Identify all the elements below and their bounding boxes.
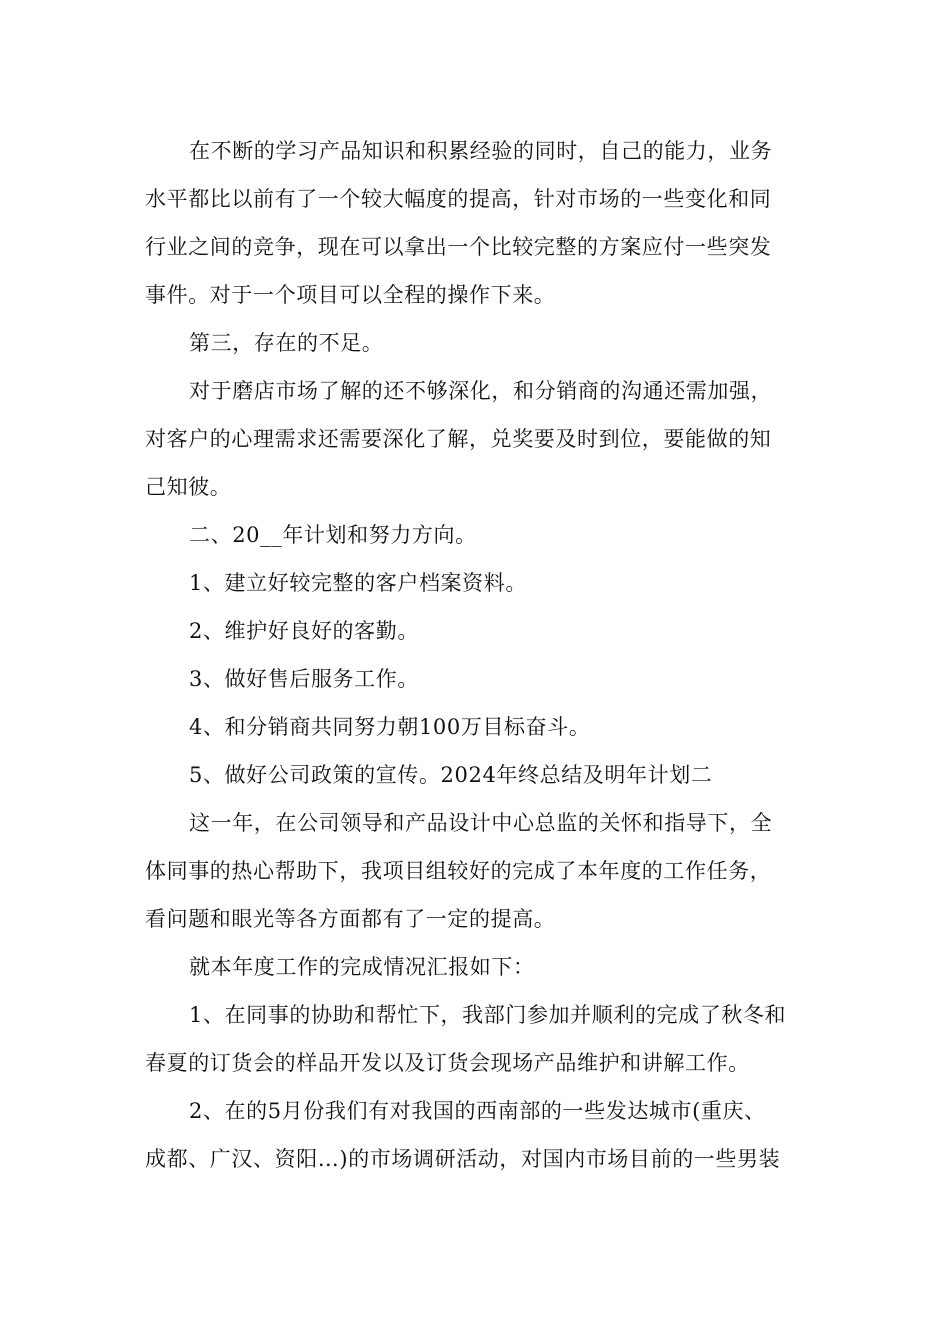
section-heading: 第三，存在的不足。: [189, 331, 384, 355]
list-item: 2、维护好良好的客勤。: [189, 619, 419, 643]
document-body: [145, 127, 810, 1183]
list-item: 4、和分销商共同努力朝100万目标奋斗。: [189, 715, 591, 739]
section-heading: 二、20__年计划和努力方向。: [189, 523, 477, 547]
text-line: 春夏的订货会的样品开发以及订货会现场产品维护和讲解工作。: [145, 1051, 750, 1075]
text-line: 己知彼。: [145, 475, 232, 499]
list-item: 5、做好公司政策的宣传。2024年终总结及明年计划二: [189, 763, 713, 787]
text-line: 事件。对于一个项目可以全程的操作下来。: [145, 283, 556, 307]
list-item: 1、在同事的协助和帮忙下，我部门参加并顺利的完成了秋冬和: [189, 1003, 787, 1027]
text-line: 就本年度工作的完成情况汇报如下：: [189, 955, 535, 979]
list-item: 3、做好售后服务工作。: [189, 667, 419, 691]
text-line: 对客户的心理需求还需要深化了解，兑奖要及时到位，要能做的知: [145, 427, 772, 451]
text-line: 水平都比以前有了一个较大幅度的提高，针对市场的一些变化和同: [145, 187, 772, 211]
text-line: 对于磨店市场了解的还不够深化，和分销商的沟通还需加强，: [189, 379, 773, 403]
text-line: 看问题和眼光等各方面都有了一定的提高。: [145, 907, 556, 931]
text-line: 行业之间的竞争，现在可以拿出一个比较完整的方案应付一些突发: [145, 235, 772, 259]
text-line: 这一年，在公司领导和产品设计中心总监的关怀和指导下，全: [189, 811, 773, 835]
list-item: 1、建立好较完整的客户档案资料。: [189, 571, 527, 595]
list-item: 2、在的5月份我们有对我国的西南部的一些发达城市(重庆、: [189, 1099, 766, 1123]
text-line: 在不断的学习产品知识和积累经验的同时，自己的能力，业务: [189, 139, 773, 163]
text-line: 成都、广汉、资阳…)的市场调研活动，对国内市场目前的一些男装: [145, 1147, 781, 1171]
text-line: 体同事的热心帮助下，我项目组较好的完成了本年度的工作任务，: [145, 859, 772, 883]
